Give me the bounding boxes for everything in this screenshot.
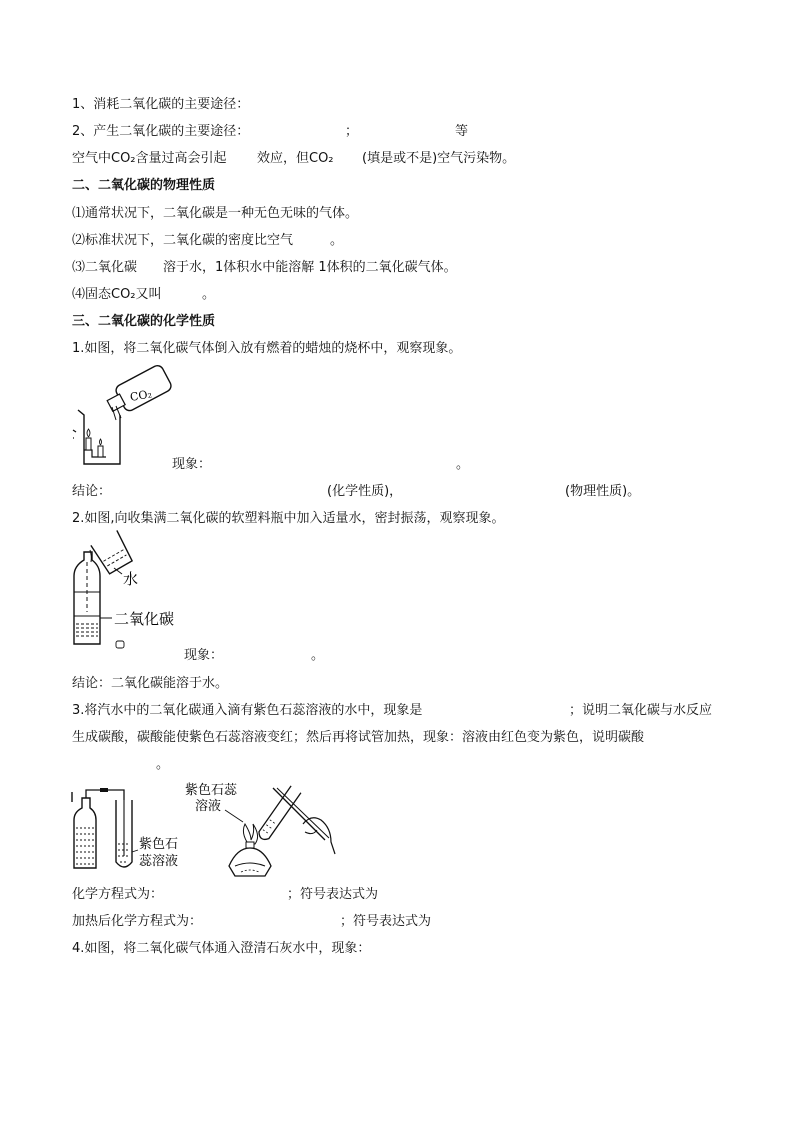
water-label: 水 — [123, 570, 139, 588]
experiment-1-observation-end: 。 — [456, 457, 470, 472]
greenhouse-line-a: 空气中CO₂含量过高会引起 — [72, 151, 227, 166]
section-heading-physical: 二、二氧化碳的物理性质 — [72, 178, 216, 193]
litmus-label-3: 紫色石蕊 — [185, 783, 238, 798]
heating-test-tube-figure — [185, 780, 335, 880]
separator: ； — [345, 124, 359, 139]
line-co2-production: 2、产生二氧化碳的主要途径： — [72, 124, 250, 139]
experiment-2-conclusion: 结论：二氧化碳能溶于水。 — [72, 676, 229, 691]
co2-bottle-label: CO₂ — [129, 387, 153, 404]
experiment-2-intro: 2.如图,向收集满二氧化碳的软塑料瓶中加入适量水，密封振荡，观察现象。 — [72, 511, 505, 526]
equation-line-1: 化学方程式为： — [72, 887, 164, 902]
plastic-bottle-figure — [70, 532, 200, 652]
experiment-1-chemical-property: (化学性质)， — [327, 484, 403, 499]
symbol-expression-1: ；符号表达式为 — [287, 887, 379, 902]
physical-prop-3: ⑶二氧化碳 — [72, 260, 138, 275]
experiment-3-line-2: 生成碳酸，碳酸能使紫色石蕊溶液变红；然后再将试管加热，现象：溶液由红色变为紫色，说明碳酸 — [72, 730, 645, 745]
symbol-expression-2: ；符号表达式为 — [340, 914, 432, 929]
section-heading-chemical: 三、二氧化碳的化学性质 — [72, 314, 216, 329]
experiment-1-conclusion: 结论： — [72, 484, 112, 499]
experiment-1-physical-property: (物理性质)。 — [565, 484, 641, 499]
experiment-3-line-1-end: ；说明二氧化碳与水反应 — [569, 703, 713, 718]
experiment-2-observation: 现象： — [184, 648, 224, 663]
line-co2-consumption: 1、消耗二氧化碳的主要途径： — [72, 97, 250, 112]
line-etc: 等 — [455, 124, 469, 139]
physical-prop-1: ⑴通常状况下，二氧化碳是一种无色无味的气体。 — [72, 206, 359, 221]
candle-beaker-figure — [70, 360, 185, 470]
experiment-1-intro: 1.如图，将二氧化碳气体倒入放有燃着的蜡烛的烧杯中，观察现象。 — [72, 341, 462, 356]
experiment-4-intro: 4.如图，将二氧化碳气体通入澄清石灰水中，现象： — [72, 941, 371, 956]
litmus-label-2: 蕊溶液 — [139, 854, 179, 869]
physical-prop-2-end: 。 — [330, 233, 344, 248]
physical-prop-4-end: 。 — [202, 287, 216, 302]
physical-prop-3-rest: 溶于水，1体积水中能溶解 1体积的二氧化碳气体。 — [163, 260, 457, 275]
greenhouse-line-b: 效应，但CO₂ — [257, 151, 334, 166]
greenhouse-line-c: (填是或不是)空气污染物。 — [362, 151, 516, 166]
co2-label: 二氧化碳 — [114, 610, 175, 628]
experiment-3-line-1: 3.将汽水中的二氧化碳通入滴有紫色石蕊溶液的水中，现象是 — [72, 703, 423, 718]
physical-prop-2: ⑵标准状况下，二氧化碳的密度比空气 — [72, 233, 294, 248]
experiment-1-observation: 现象： — [172, 457, 212, 472]
litmus-label-4: 溶液 — [195, 799, 222, 814]
physical-prop-4: ⑷固态CO₂又叫 — [72, 287, 162, 302]
litmus-label-1: 紫色石 — [139, 837, 179, 852]
equation-line-2: 加热后化学方程式为： — [72, 914, 203, 929]
experiment-2-observation-end: 。 — [311, 648, 325, 663]
soda-to-litmus-figure — [70, 782, 190, 877]
experiment-3-line-3: 。 — [156, 757, 170, 772]
